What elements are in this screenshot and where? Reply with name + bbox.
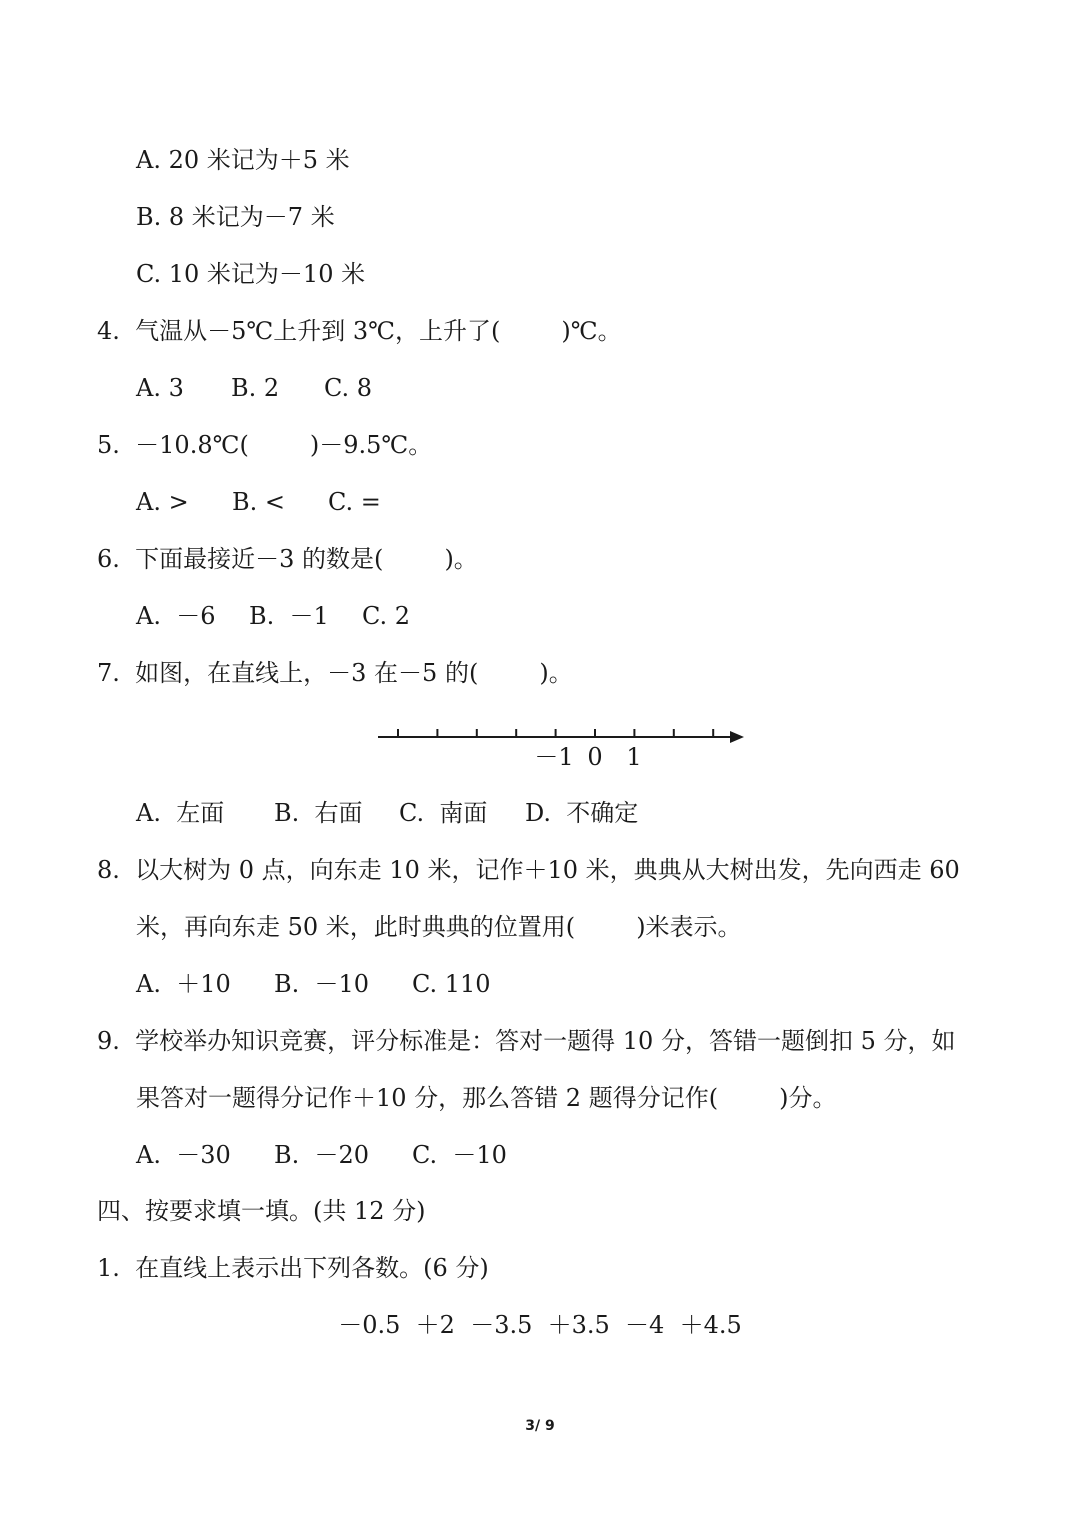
q9-option-b: B. －20	[274, 1141, 370, 1169]
q6-options	[136, 601, 410, 631]
q7-options	[136, 798, 638, 828]
q4-option-c: C. 8	[324, 374, 373, 402]
q5-options	[136, 487, 381, 517]
number-line-label-0: 0	[587, 743, 603, 771]
q6-option-c: C. 2	[362, 602, 411, 630]
q4-option-b: B. 2	[231, 374, 280, 402]
q6-option-a: A. －6	[136, 602, 216, 630]
q3-option-c: C. 10 米记为－10 米	[136, 260, 366, 288]
q9-option-a: A. －30	[136, 1141, 231, 1169]
q6-question: 6. 下面最接近－3 的数是( )。	[97, 545, 478, 573]
q7-question: 7. 如图，在直线上，－3 在－5 的( )。	[97, 659, 573, 687]
q8-question-line1: 8. 以大树为 0 点，向东走 10 米，记作＋10 米，典典从大树出发，先向西走 60	[97, 856, 960, 884]
q4-options	[136, 373, 372, 403]
page-number: 3/ 9	[525, 1418, 555, 1434]
number-line-label-neg1: －1	[534, 743, 574, 771]
section-4-title: 四、按要求填一填。(共 12 分)	[97, 1197, 426, 1225]
q4-question: 4. 气温从－5℃上升到 3℃，上升了( )℃。	[97, 317, 622, 345]
q8-option-b: B. －10	[274, 970, 370, 998]
q3-option-a: A. 20 米记为＋5 米	[136, 146, 350, 174]
q7-option-a: A. 左面	[136, 799, 225, 827]
q8-question-line2: 米，再向东走 50 米，此时典典的位置用( )米表示。	[136, 913, 742, 941]
q6-option-b: B. －1	[249, 602, 329, 630]
q5-option-b: B. <	[232, 488, 286, 516]
q8-options	[136, 969, 491, 999]
s4-q1-numbers: －0.5 ＋2 －3.5 ＋3.5 －4 ＋4.5	[338, 1311, 742, 1339]
q8-option-a: A. ＋10	[136, 970, 231, 998]
q9-question-line2: 果答对一题得分记作＋10 分，那么答错 2 题得分记作( )分。	[136, 1084, 837, 1112]
q5-option-c: C. =	[328, 488, 381, 516]
s4-q1-question: 1. 在直线上表示出下列各数。(6 分)	[97, 1254, 489, 1282]
number-line-figure	[370, 715, 750, 775]
q5-option-a: A. >	[136, 488, 189, 516]
number-line-label-1: 1	[626, 743, 642, 771]
q3-option-b: B. 8 米记为－7 米	[136, 203, 335, 231]
q7-option-c: C. 南面	[399, 799, 488, 827]
q7-option-b: B. 右面	[274, 799, 363, 827]
q9-question-line1: 9. 学校举办知识竞赛，评分标准是：答对一题得 10 分，答错一题倒扣 5 分，如	[97, 1027, 956, 1055]
q8-option-c: C. 110	[412, 970, 491, 998]
number-line-ticks	[398, 729, 713, 737]
q9-option-c: C. －10	[412, 1141, 507, 1169]
q9-options	[136, 1140, 507, 1170]
q7-option-d: D. 不确定	[525, 799, 639, 827]
number-line-arrow	[730, 731, 744, 743]
q5-question: 5. －10.8℃( )－9.5℃。	[97, 431, 433, 459]
q4-option-a: A. 3	[136, 374, 184, 402]
